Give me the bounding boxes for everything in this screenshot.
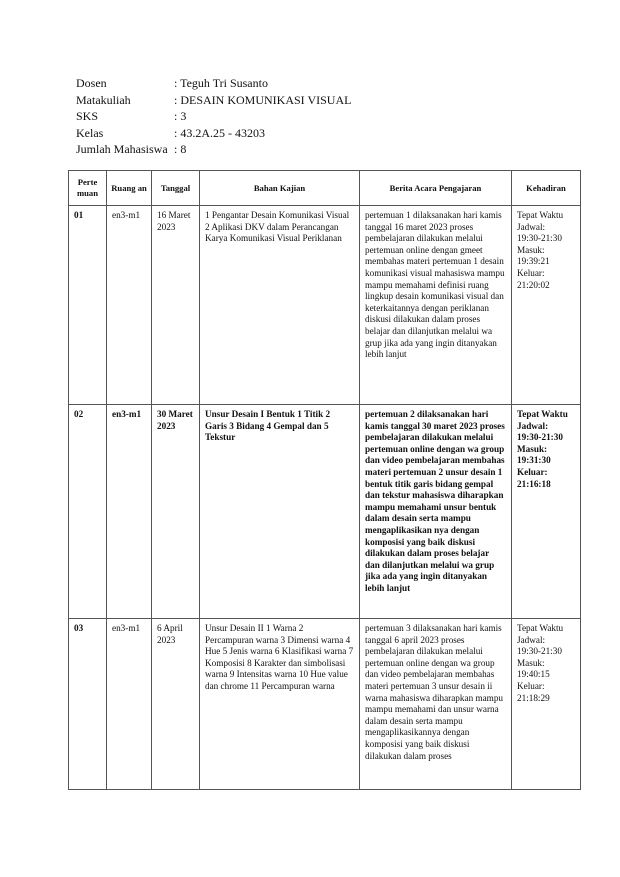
cell-bahan-kajian: Unsur Desain II 1 Warna 2 Percampuran warna 3 Dimensi warna 4 Hue 5 Jenis warna 6 Klasifikasi warna 7 Komposisi 8 Karakter dan simbolisasi warna 9 Intensitas warna 10 Hue value dan chrome 11 Percampuran warna <box>200 619 360 790</box>
cell-berita-acara: pertemuan 1 dilaksanakan hari kamis tanggal 16 maret 2023 proses pembelajaran dilakukan melalui pertemuan online dengan gmeet membahas materi pertemuan 1 desain komunikasi visual mahasiswa mampu mampu memahami definisi ruang lingkup desain komunikasi visual dan keterkaitannya dengan periklanan diskusi dilakukan dalam proses belajar dan dilanjutkan melalui wa grup jika ada yang ingin ditanyakan lebih lanjut <box>360 206 512 405</box>
cell-pertemuan: 01 <box>69 206 107 405</box>
header-row-dosen <box>76 75 351 92</box>
cell-pertemuan: 03 <box>69 619 107 790</box>
cell-kehadiran <box>512 619 581 790</box>
cell-bahan-kajian: Unsur Desain I Bentuk 1 Titik 2 Garis 3 Bidang 4 Gempal dan 5 Tekstur <box>200 405 360 619</box>
column-header-tanggal: Tanggal <box>152 171 200 206</box>
kehadiran-masuk-value: 19:40:15 <box>517 669 550 680</box>
kehadiran-jadwal-label: Jadwal: <box>517 221 546 232</box>
kehadiran-keluar-value: 21:18:29 <box>517 692 550 703</box>
kehadiran-jadwal-value: 19:30-21:30 <box>517 233 562 244</box>
kehadiran-masuk-label: Masuk: <box>517 657 545 668</box>
kehadiran-masuk-value: 19:39:21 <box>517 256 550 267</box>
header-value: : Teguh Tri Susanto <box>174 76 268 90</box>
attendance-table <box>68 170 581 790</box>
header-row-kelas <box>76 125 351 142</box>
kehadiran-keluar-label: Keluar: <box>517 680 545 691</box>
table-row <box>69 405 581 619</box>
table-row <box>69 619 581 790</box>
header-row-jumlah-mahasiswa <box>76 141 351 158</box>
header-label: Kelas <box>76 125 104 140</box>
cell-kehadiran <box>512 206 581 405</box>
header-row-matakuliah <box>76 92 351 109</box>
kehadiran-keluar-label: Keluar: <box>517 267 545 278</box>
cell-bahan-kajian: 1 Pengantar Desain Komunikasi Visual 2 Aplikasi DKV dalam Perancangan Karya Komunikasi Visual Periklanan <box>200 206 360 405</box>
column-header-kehadiran: Kehadiran <box>512 171 581 206</box>
kehadiran-masuk-label: Masuk: <box>517 443 548 454</box>
table-header-row <box>69 171 581 206</box>
cell-kehadiran <box>512 405 581 619</box>
cell-ruangan: en3-m1 <box>107 206 152 405</box>
header-value: : 3 <box>174 109 187 123</box>
kehadiran-masuk-value: 19:31:30 <box>517 455 551 466</box>
header-label: Matakuliah <box>76 92 131 107</box>
header-value: : 8 <box>174 142 187 156</box>
header-label: Dosen <box>76 76 107 90</box>
header-label: SKS <box>76 109 99 123</box>
header-label: Jumlah Mahasiswa <box>76 142 168 156</box>
column-header-ruangan: Ruang an <box>107 171 152 206</box>
kehadiran-status: Tepat Waktu <box>517 210 564 220</box>
cell-ruangan: en3-m1 <box>107 405 152 619</box>
kehadiran-keluar-value: 21:16:18 <box>517 478 551 489</box>
column-header-pertemuan: Perte muan <box>69 171 107 206</box>
cell-tanggal: 30 Maret 2023 <box>152 405 200 619</box>
kehadiran-jadwal-value: 19:30-21:30 <box>517 646 562 657</box>
kehadiran-status: Tepat Waktu <box>517 409 568 419</box>
cell-pertemuan: 02 <box>69 405 107 619</box>
kehadiran-jadwal-label: Jadwal: <box>517 634 546 645</box>
kehadiran-status: Tepat Waktu <box>517 623 564 633</box>
column-header-berita-acara: Berita Acara Pengajaran <box>360 171 512 206</box>
cell-ruangan: en3-m1 <box>107 619 152 790</box>
cell-tanggal: 6 April 2023 <box>152 619 200 790</box>
header-value: : DESAIN KOMUNIKASI VISUAL <box>174 92 352 107</box>
kehadiran-keluar-label: Keluar: <box>517 466 548 477</box>
cell-berita-acara: pertemuan 3 dilaksanakan hari kamis tanggal 6 april 2023 proses pembelajaran dilakukan melalui pertemuan online dengan wa group dan video pembelajaran membahas materi pertemuan 3 unsur desain ii warna mahasiswa diharapkan mampu mampu memahami dan unsur warna dalam desain serta mampu mengaplikasikannya dengan komposisi yang baik diskusi dilakukan dalam proses <box>360 619 512 790</box>
header-row-sks <box>76 108 351 125</box>
cell-berita-acara: pertemuan 2 dilaksanakan hari kamis tanggal 30 maret 2023 proses pembelajaran dilakukan melalui pertemuan online dengan wa group dan video pembelajaran membahas materi pertemuan 2 unsur desain 1 bentuk titik garis bidang gempal dan tekstur mahasiswa diharapkan mampu memahami unsur bentuk dalam desain serta mampu mengaplikasikan nya dengan komposisi yang baik diskusi dilakukan dalam proses belajar dan dilanjutkan melalui wa grup jika ada yang ingin ditanyakan lebih lanjut <box>360 405 512 619</box>
kehadiran-jadwal-value: 19:30-21:30 <box>517 432 563 443</box>
table-row <box>69 206 581 405</box>
column-header-bahan-kajian: Bahan Kajian <box>200 171 360 206</box>
cell-tanggal: 16 Maret 2023 <box>152 206 200 405</box>
course-header <box>76 75 351 158</box>
kehadiran-keluar-value: 21:20:02 <box>517 279 550 290</box>
kehadiran-jadwal-label: Jadwal: <box>517 420 549 431</box>
header-value: : 43.2A.25 - 43203 <box>174 125 265 140</box>
kehadiran-masuk-label: Masuk: <box>517 244 545 255</box>
